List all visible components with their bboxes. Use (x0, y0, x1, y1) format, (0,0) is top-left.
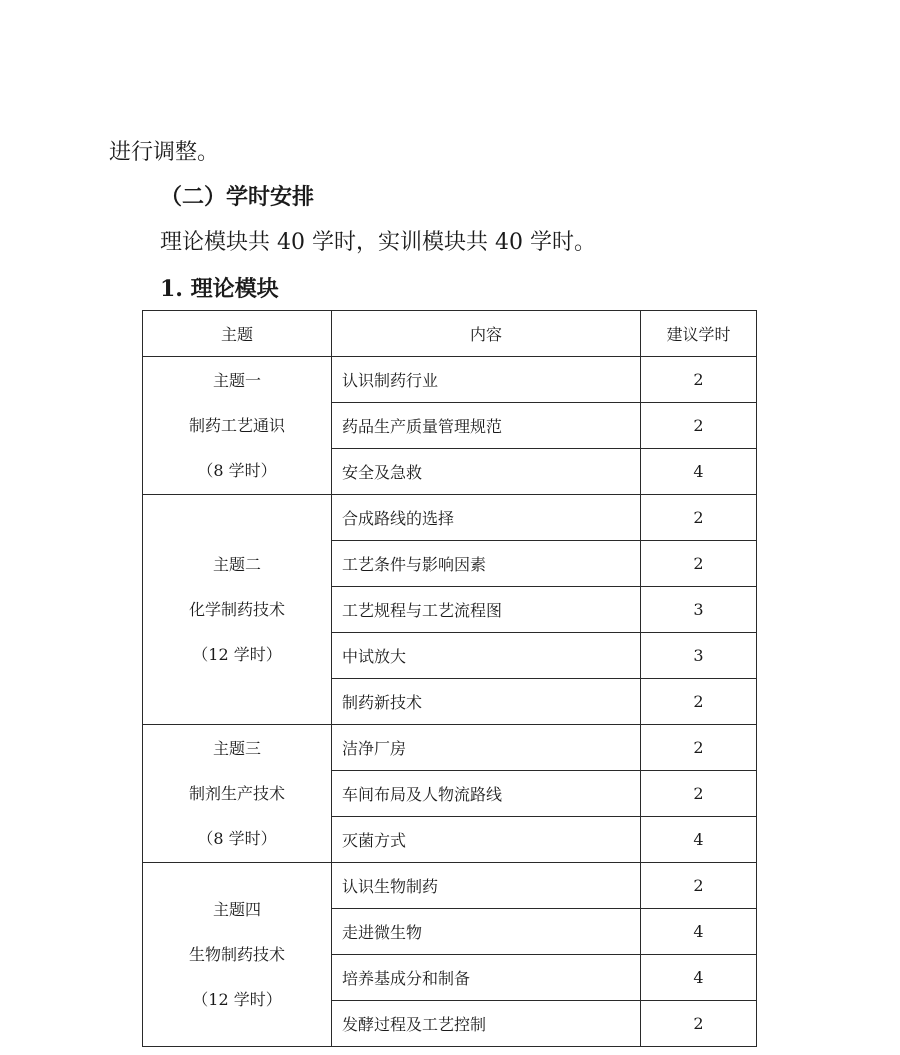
header-hours: 建议学时 (641, 311, 757, 357)
hours-cell: 2 (641, 863, 757, 909)
content-cell: 工艺条件与影响因素 (332, 541, 641, 587)
topic-hours: （12 学时） (192, 645, 282, 664)
content-cell: 洁净厂房 (332, 725, 641, 771)
hours-cell: 3 (641, 587, 757, 633)
section-heading-hours: （二）学时安排 (160, 184, 315, 210)
hours-cell: 2 (641, 725, 757, 771)
hours-cell: 2 (641, 495, 757, 541)
topic-hours: （8 学时） (197, 461, 277, 480)
hours-cell: 4 (641, 817, 757, 863)
topic-name: 制药工艺通识 (188, 416, 285, 435)
header-topic: 主题 (143, 311, 332, 357)
content-cell: 合成路线的选择 (332, 495, 641, 541)
topic-hours: （12 学时） (192, 990, 282, 1009)
content-cell: 车间布局及人物流路线 (332, 771, 641, 817)
content-cell: 制药新技术 (332, 679, 641, 725)
hours-cell: 2 (641, 771, 757, 817)
content-cell: 培养基成分和制备 (332, 955, 641, 1001)
table-body (143, 357, 757, 1047)
content-cell: 发酵过程及工艺控制 (332, 1001, 641, 1047)
topic-label: 主题一 (212, 371, 261, 390)
topic-label: 主题四 (212, 900, 261, 919)
content-cell: 走进微生物 (332, 909, 641, 955)
content-cell: 药品生产质量管理规范 (332, 403, 641, 449)
content-cell: 安全及急救 (332, 449, 641, 495)
content-cell: 灭菌方式 (332, 817, 641, 863)
content-cell: 中试放大 (332, 633, 641, 679)
hours-cell: 2 (641, 1001, 757, 1047)
summary-paragraph: 理论模块共 40 学时，实训模块共 40 学时。 (160, 230, 596, 255)
hours-cell: 4 (641, 909, 757, 955)
content-cell: 认识制药行业 (332, 357, 641, 403)
topic-name: 制剂生产技术 (188, 784, 285, 803)
topic-name: 生物制药技术 (188, 945, 285, 964)
continuation-paragraph: 进行调整。 (109, 140, 220, 165)
hours-cell: 4 (641, 449, 757, 495)
hours-cell: 2 (641, 679, 757, 725)
table-header-row (143, 311, 757, 357)
hours-cell: 3 (641, 633, 757, 679)
content-cell: 工艺规程与工艺流程图 (332, 587, 641, 633)
table-row (143, 725, 757, 771)
topic-label: 主题二 (212, 555, 261, 574)
hours-cell: 2 (641, 541, 757, 587)
topic-cell (143, 725, 332, 863)
table-row (143, 357, 757, 403)
subsection-heading-theory: 1. 理论模块 (160, 276, 279, 302)
topic-cell (143, 863, 332, 1047)
hours-cell: 2 (641, 357, 757, 403)
content-cell: 认识生物制药 (332, 863, 641, 909)
topic-hours: （8 学时） (197, 829, 277, 848)
header-content: 内容 (332, 311, 641, 357)
hours-cell: 2 (641, 403, 757, 449)
topic-cell (143, 357, 332, 495)
hours-cell: 4 (641, 955, 757, 1001)
topic-name: 化学制药技术 (188, 600, 285, 619)
topic-label: 主题三 (212, 739, 261, 758)
theory-module-table (142, 310, 757, 1047)
table-row (143, 495, 757, 541)
topic-cell (143, 495, 332, 725)
table-row (143, 863, 757, 909)
